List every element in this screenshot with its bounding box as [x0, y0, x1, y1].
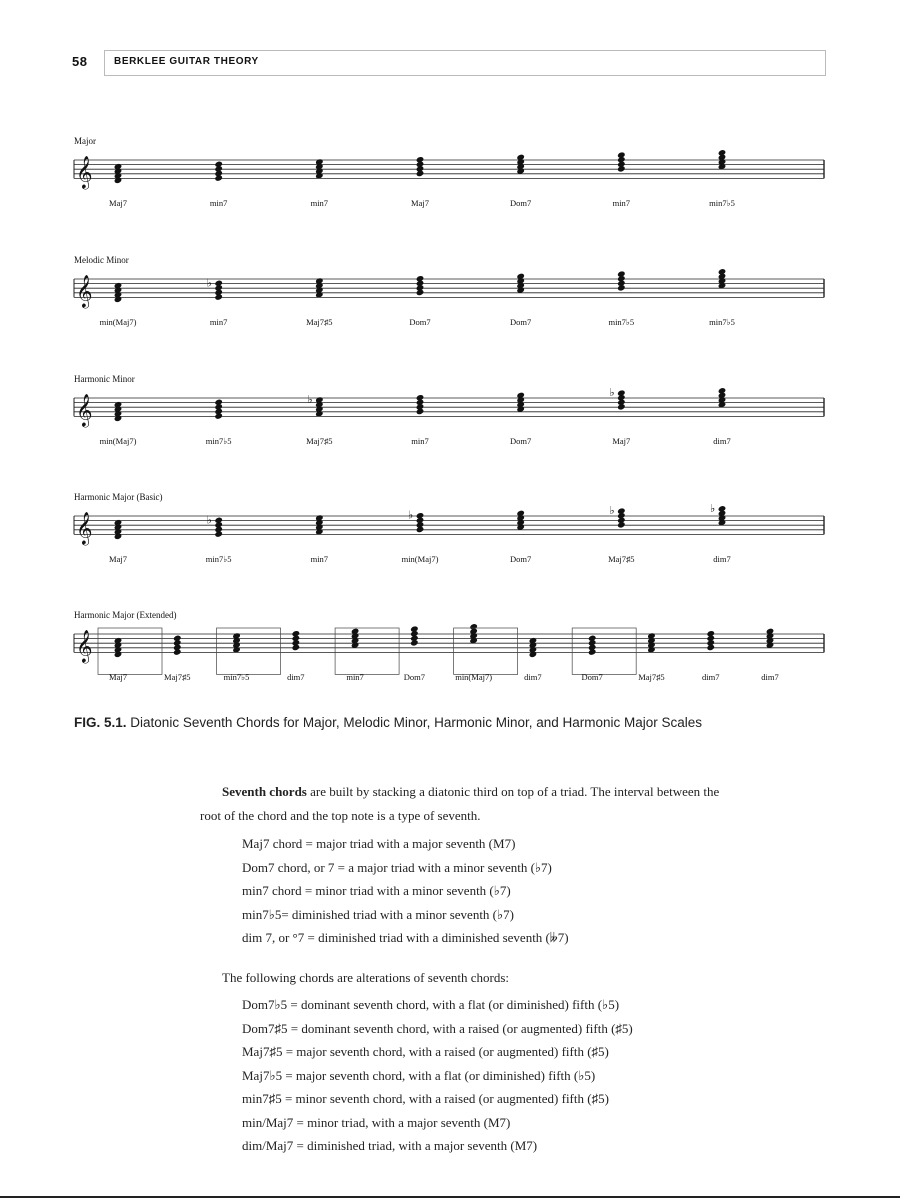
note-head [617, 389, 626, 396]
chord-label: min7♭5 [608, 317, 635, 328]
chord-label: Maj7♯5 [608, 554, 635, 565]
list-item: min7♯5 = minor seventh chord, with a raised (or augmented) fifth (♯5) [242, 1091, 609, 1106]
chord-label: dim7 [761, 672, 779, 683]
alterations-intro: The following chords are alterations of seventh chords: [222, 969, 509, 985]
chord-label: Maj7 [612, 436, 631, 447]
note-head [617, 151, 626, 158]
note-head [214, 399, 223, 406]
chord-label: min7 [346, 672, 364, 683]
chord-label: min(Maj7) [401, 554, 439, 565]
chord-label: min7♭5 [709, 198, 735, 209]
treble-clef-icon: 𝄞 [76, 274, 93, 308]
chord-label: min(Maj7) [455, 672, 493, 683]
treble-clef-icon: 𝄞 [76, 629, 93, 663]
intro-text: are built by stacking a diatonic third on top of a triad. The interval between the root of the chord and the top note is a type of seventh. [200, 784, 720, 823]
definition-list [242, 832, 740, 950]
list-item: Dom7♯5 = dominant seventh chord, with a raised (or augmented) fifth (♯5) [242, 1020, 633, 1036]
chord-label: min7 [612, 198, 631, 209]
alteration-list [242, 993, 740, 1158]
note-head [416, 156, 425, 163]
note-head [292, 630, 301, 637]
list-item: Dom7♭5 = dominant seventh chord, with a flat (or diminished) fifth (♭5) [242, 997, 620, 1012]
chord-pair-bracket [335, 628, 399, 674]
flat-accidental-icon: ♭ [206, 276, 212, 290]
note-head [706, 630, 715, 637]
body-text [200, 780, 740, 1158]
chord-label: min7♭5 [205, 554, 232, 565]
chord-label: Dom7 [581, 672, 603, 683]
staff-title: Harmonic Minor [74, 374, 135, 384]
chord-label: dim7 [701, 672, 720, 683]
list-item: Maj7♭5 = major seventh chord, with a flat (or diminished) fifth (♭5) [242, 1067, 596, 1083]
flat-accidental-icon: ♭ [609, 386, 615, 400]
note-head [718, 149, 727, 156]
figure-label: FIG. 5.1. [74, 715, 127, 730]
chord-label: dim7 [713, 436, 731, 447]
flat-accidental-icon: ♭ [710, 501, 716, 515]
note-head [214, 161, 223, 168]
chord-label: min7♭5 [709, 317, 735, 328]
chord-label: dim7 [287, 672, 305, 683]
staff-title: Melodic Minor [74, 255, 129, 265]
flat-accidental-icon: ♭ [206, 513, 212, 527]
chord-pair-bracket [98, 628, 162, 674]
chord-label: Dom7 [510, 436, 532, 447]
intro-paragraph [200, 780, 740, 828]
chord-label: dim7 [524, 672, 542, 683]
treble-clef-icon: 𝄞 [76, 511, 93, 545]
chord-label: Dom7 [510, 554, 532, 565]
running-title: BERKLEE GUITAR THEORY [114, 56, 259, 67]
note-head [718, 505, 727, 512]
chord-label: min7 [310, 554, 329, 565]
chord-pair-bracket [454, 628, 518, 674]
chord-label: min7♭5 [223, 672, 250, 683]
note-head [173, 635, 182, 642]
chord-label: Maj7♯5 [164, 672, 191, 683]
note-head [214, 517, 223, 524]
chord-label: Maj7♯5 [638, 672, 665, 683]
chord-label: Dom7 [409, 317, 431, 328]
list-item: min/Maj7 = minor triad, with a major seventh (M7) [242, 1114, 511, 1130]
note-head [410, 625, 419, 632]
chord-label: min7 [209, 317, 228, 328]
note-head [617, 270, 626, 277]
treble-clef-icon: 𝄞 [76, 393, 93, 427]
note-head [718, 387, 727, 394]
note-head [416, 275, 425, 282]
note-head [416, 394, 425, 401]
note-head [588, 635, 597, 642]
note-head [718, 268, 727, 275]
chord-label: min7 [209, 198, 228, 209]
note-head [469, 623, 478, 630]
note-head [214, 280, 223, 287]
staff-title: Major [74, 136, 96, 146]
chord-label: min(Maj7) [99, 436, 137, 447]
figure-caption [74, 712, 764, 734]
chord-label: min7 [310, 198, 329, 209]
list-item: min7♭5= diminished triad with a minor seventh (♭7) [242, 906, 514, 922]
page-number: 58 [72, 54, 88, 69]
chord-label: Dom7 [510, 198, 532, 209]
chord-label: Maj7♯5 [306, 436, 333, 447]
flat-accidental-icon: ♭ [307, 393, 313, 406]
note-head [416, 512, 425, 519]
chord-label: min(Maj7) [99, 317, 137, 328]
list-item: dim 7, or °7 = diminished triad with a diminished seventh (𝄫7) [242, 930, 569, 945]
note-head [617, 507, 626, 514]
list-item: min7 chord = minor triad with a minor seventh (♭7) [242, 883, 511, 898]
chord-label: Maj7 [411, 198, 429, 209]
chord-label: Dom7 [510, 317, 532, 328]
chord-label: Dom7 [403, 672, 425, 683]
chord-label: Maj7 [109, 672, 127, 683]
staff-title: Harmonic Major (Extended) [74, 610, 177, 620]
chord-label: dim7 [713, 554, 731, 565]
list-item: Maj7♯5 = major seventh chord, with a raised (or augmented) fifth (♯5) [242, 1044, 609, 1059]
chord-label: Maj7 [109, 198, 127, 209]
chord-label: min7 [411, 436, 429, 447]
term-seventh-chords: Seventh chords [222, 784, 307, 799]
treble-clef-icon: 𝄞 [76, 155, 93, 189]
staff-title: Harmonic Major (Basic) [74, 492, 163, 502]
list-item: Dom7 chord, or 7 = a major triad with a minor seventh (♭7) [242, 859, 552, 875]
chord-label: min7♭5 [205, 436, 232, 447]
chord-label: Maj7♯5 [306, 317, 333, 328]
figure-caption-text: Diatonic Seventh Chords for Major, Melodic Minor, Harmonic Minor, and Harmonic Major Scales [130, 715, 703, 730]
flat-accidental-icon: ♭ [609, 504, 615, 518]
list-item: dim/Maj7 = diminished triad, with a major seventh (M7) [242, 1138, 538, 1153]
flat-accidental-icon: ♭ [408, 508, 414, 522]
chord-pair-bracket [572, 628, 636, 674]
list-item: Maj7 chord = major triad with a major seventh (M7) [242, 836, 516, 851]
page-bottom-rule [0, 1196, 900, 1198]
chord-label: Maj7 [109, 554, 127, 565]
chord-pair-bracket [217, 628, 281, 674]
